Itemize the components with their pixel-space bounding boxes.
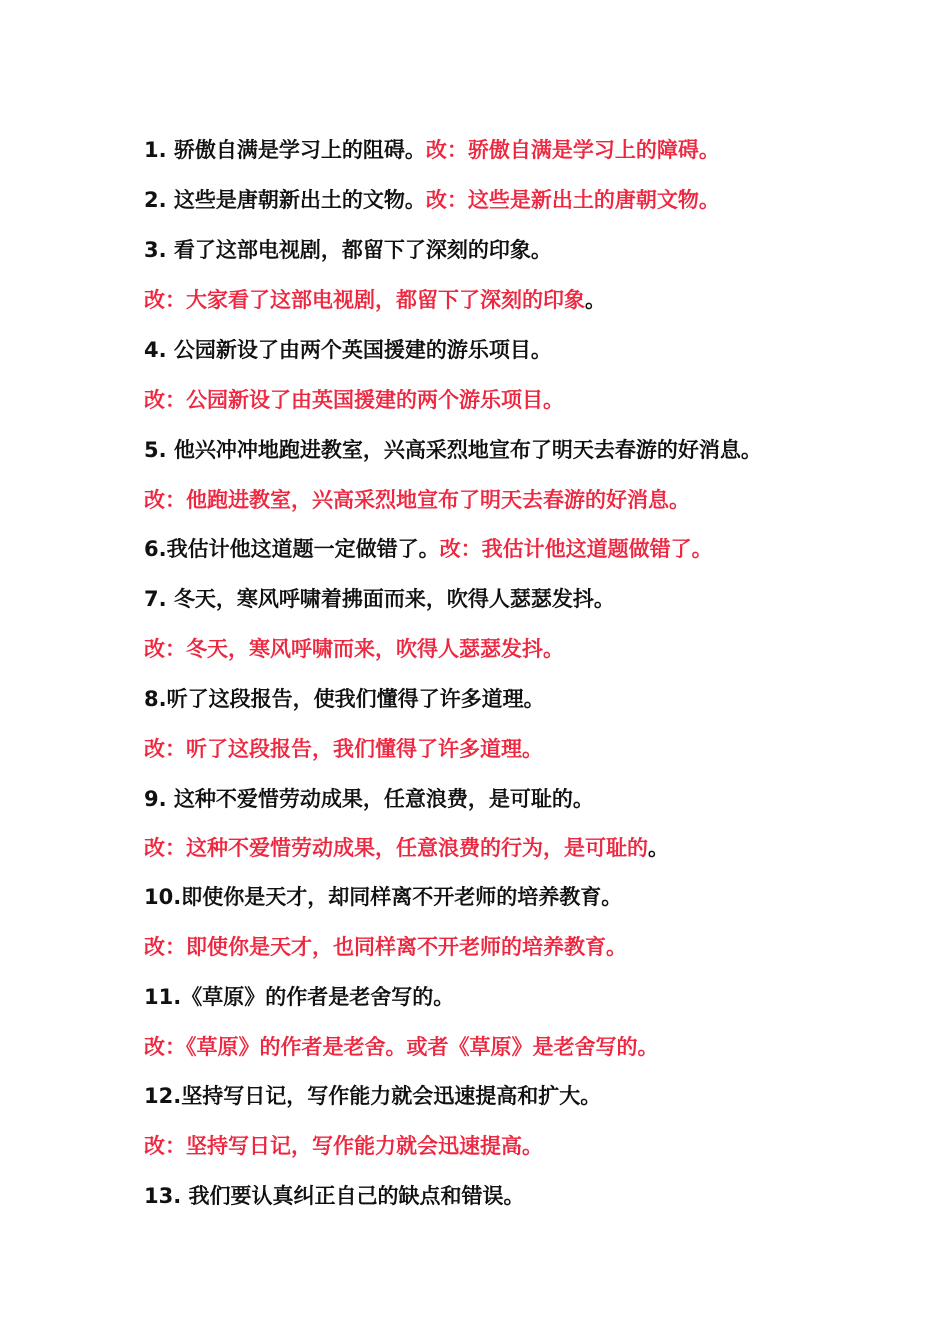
question-text: 3. 看了这部电视剧，都留下了深刻的印象。 <box>144 238 552 262</box>
question-line-6 <box>144 533 924 565</box>
question-line-11 <box>144 981 924 1013</box>
correction-line-8 <box>144 733 924 765</box>
question-text: 1. 骄傲自满是学习上的阻碍。 <box>144 138 426 162</box>
correction-line-3 <box>144 284 924 316</box>
question-text: 4. 公园新设了由两个英国援建的游乐项目。 <box>144 338 552 362</box>
question-line-7 <box>144 583 924 615</box>
correction-text: 改：坚持写日记，写作能力就会迅速提高。 <box>144 1134 543 1158</box>
question-line-13 <box>144 1180 924 1212</box>
correction-tail-punct: 。 <box>648 836 669 860</box>
correction-text: 改：这些是新出土的唐朝文物。 <box>425 188 720 212</box>
question-line-1 <box>144 134 924 166</box>
correction-line-5 <box>144 484 924 516</box>
question-line-2 <box>144 184 924 216</box>
correction-line-4 <box>144 384 924 416</box>
question-line-8 <box>144 683 924 715</box>
correction-line-12 <box>144 1130 924 1162</box>
correction-line-7 <box>144 633 924 665</box>
correction-text: 改：《草原》的作者是老舍。或者《草原》是老舍写的。 <box>144 1035 659 1059</box>
correction-line-11 <box>144 1031 924 1063</box>
correction-line-9 <box>144 832 924 864</box>
question-line-10 <box>144 881 924 913</box>
correction-tail-punct: 。 <box>585 288 606 312</box>
question-line-3 <box>144 234 924 266</box>
question-text: 11.《草原》的作者是老舍写的。 <box>144 985 455 1009</box>
question-text: 5. 他兴冲冲地跑进教室，兴高采烈地宣布了明天去春游的好消息。 <box>144 438 762 462</box>
correction-line-10 <box>144 931 924 963</box>
correction-text: 改：听了这段报告，我们懂得了许多道理。 <box>144 737 543 761</box>
question-line-9 <box>144 783 924 815</box>
question-line-4 <box>144 334 924 366</box>
correction-text: 改：即使你是天才，也同样离不开老师的培养教育。 <box>144 935 627 959</box>
correction-text: 改：公园新设了由英国援建的两个游乐项目。 <box>144 388 564 412</box>
correction-text: 改：他跑进教室，兴高采烈地宣布了明天去春游的好消息。 <box>144 488 690 512</box>
question-text: 2. 这些是唐朝新出土的文物。 <box>144 188 426 212</box>
correction-text: 改：骄傲自满是学习上的障碍。 <box>425 138 720 162</box>
question-text: 10.即使你是天才，却同样离不开老师的培养教育。 <box>144 885 623 909</box>
question-line-12 <box>144 1080 924 1112</box>
correction-text: 改：大家看了这部电视剧，都留下了深刻的印象 <box>144 288 585 312</box>
question-text: 13. 我们要认真纠正自己的缺点和错误。 <box>144 1184 525 1208</box>
correction-text: 改：我估计他这道题做错了。 <box>439 537 713 561</box>
correction-text: 改：这种不爱惜劳动成果，任意浪费的行为，是可耻的 <box>144 836 648 860</box>
question-text: 8.听了这段报告，使我们懂得了许多道理。 <box>144 687 545 711</box>
question-line-5 <box>144 434 924 466</box>
question-text: 6.我估计他这道题一定做错了。 <box>144 537 440 561</box>
question-text: 12.坚持写日记，写作能力就会迅速提高和扩大。 <box>144 1084 602 1108</box>
correction-text: 改：冬天，寒风呼啸而来，吹得人瑟瑟发抖。 <box>144 637 564 661</box>
question-text: 9. 这种不爱惜劳动成果，任意浪费，是可耻的。 <box>144 787 594 811</box>
question-text: 7. 冬天，寒风呼啸着拂面而来，吹得人瑟瑟发抖。 <box>144 587 615 611</box>
